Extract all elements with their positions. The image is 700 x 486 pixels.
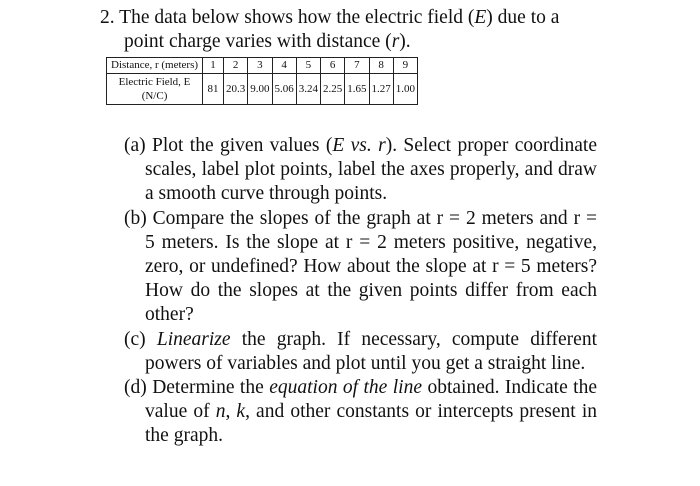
part-d — [124, 376, 597, 449]
field-cell: 9.00 — [248, 74, 272, 105]
problem-number: 2. — [100, 7, 115, 28]
intro-text: ). — [399, 31, 411, 52]
distance-header: Distance, r (meters) — [107, 58, 203, 74]
part-b-marker: (b) — [124, 207, 147, 229]
distance-cell: 7 — [345, 58, 369, 74]
part-d-text: Determine the — [146, 377, 270, 399]
field-cell: 20.3 — [224, 74, 248, 105]
field-cell: 1.27 — [369, 74, 393, 105]
field-row — [107, 74, 418, 105]
distance-cell: 5 — [296, 58, 320, 74]
field-cell: 5.06 — [272, 74, 296, 105]
part-d-text: , — [225, 401, 237, 423]
part-a — [124, 134, 597, 207]
distance-cell: 8 — [369, 58, 393, 74]
field-cell: 1.00 — [393, 74, 417, 105]
field-header — [107, 74, 203, 105]
symbol-r: r — [391, 31, 400, 52]
distance-cell: 4 — [272, 58, 296, 74]
data-table — [106, 57, 418, 105]
symbol-k: k — [236, 401, 246, 423]
distance-cell: 2 — [224, 58, 248, 74]
part-d-text: obtained. Indicate the value of — [145, 377, 597, 423]
part-c — [124, 328, 597, 376]
intro-text: point charge varies with distance ( — [124, 31, 392, 52]
field-cell: 2.25 — [321, 74, 345, 105]
distance-cell: 1 — [203, 58, 224, 74]
field-label-line-2: (N/C) — [141, 90, 168, 102]
distance-cell: 6 — [321, 58, 345, 74]
part-d-italic: equation of the line — [269, 377, 423, 399]
part-c-marker: (c) — [124, 328, 146, 350]
part-a-text: Plot the given values ( — [145, 135, 333, 156]
problem-line-2 — [100, 30, 600, 54]
part-a-text: ). Select proper coordinate scales, label plot points, label the axes properly, and draw a smooth curve through points. — [145, 135, 597, 205]
part-b-text: Compare the slopes of the graph at r = 2 meters and r = 5 meters. Is the slope at r = 2 meters positive, negative, zero, or undefined? How about the slope at r = 5 meters? How do the slopes at the given points differ from each other? — [145, 207, 597, 326]
part-a-marker: (a) — [124, 135, 146, 156]
intro-text: The data below shows how the electric field ( — [119, 7, 475, 28]
part-d-marker: (d) — [124, 377, 147, 399]
problem-statement — [100, 6, 600, 54]
intro-text: ) due to a — [486, 7, 560, 28]
field-cell: 1.65 — [345, 74, 369, 105]
symbol-E: E — [474, 7, 487, 28]
field-label-line-1: Electric Field, E — [118, 76, 191, 88]
field-cell: 3.24 — [296, 74, 320, 105]
field-cell: 81 — [203, 74, 224, 105]
symbol-n: n — [215, 401, 226, 423]
problem-line-1 — [100, 6, 600, 30]
distance-cell: 3 — [248, 58, 272, 74]
question-parts — [124, 134, 597, 449]
part-d-text: , and other constants or intercepts present in the graph. — [145, 401, 597, 447]
part-c-italic: Linearize — [156, 328, 231, 350]
distance-cell: 9 — [393, 58, 417, 74]
part-a-italic: E vs. r — [332, 135, 386, 156]
part-b — [124, 207, 597, 328]
part-c-text: the graph. If necessary, compute different powers of variables and plot until you get a straight line. — [145, 328, 598, 374]
distance-row — [107, 58, 418, 74]
